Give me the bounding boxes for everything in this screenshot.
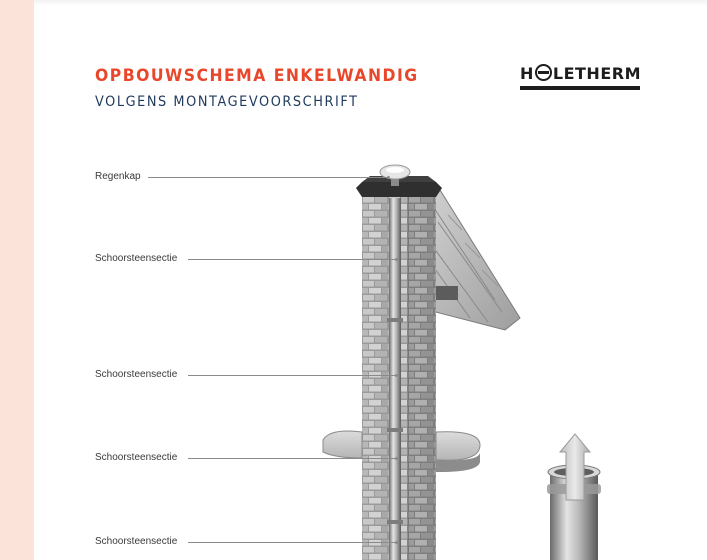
label-schoorsteensectie-4: Schoorsteensectie [95,536,178,547]
page-subtitle: VOLGENS MONTAGEVOORSCHRIFT [95,94,359,110]
label-regenkap: Regenkap [95,171,141,182]
flue-pipe [389,198,401,560]
logo-suffix: LETHERM [552,64,641,83]
leader-line-section-4 [188,542,396,543]
chimney-front-wall [362,197,408,560]
pipe-detail-with-up-arrow [547,434,601,560]
chimney-side-wall [408,197,436,560]
logo-prefix: H [520,64,534,83]
leader-line-section-2 [188,375,396,376]
page-title: OPBOUWSCHEMA ENKELWANDIG [95,66,419,86]
label-schoorsteensectie-3: Schoorsteensectie [95,452,178,463]
label-schoorsteensectie-2: Schoorsteensectie [95,369,178,380]
label-schoorsteensectie-1: Schoorsteensectie [95,253,178,264]
leader-line-regenkap [148,177,388,178]
leader-line-section-1 [188,259,396,260]
leader-line-section-3 [188,458,396,459]
